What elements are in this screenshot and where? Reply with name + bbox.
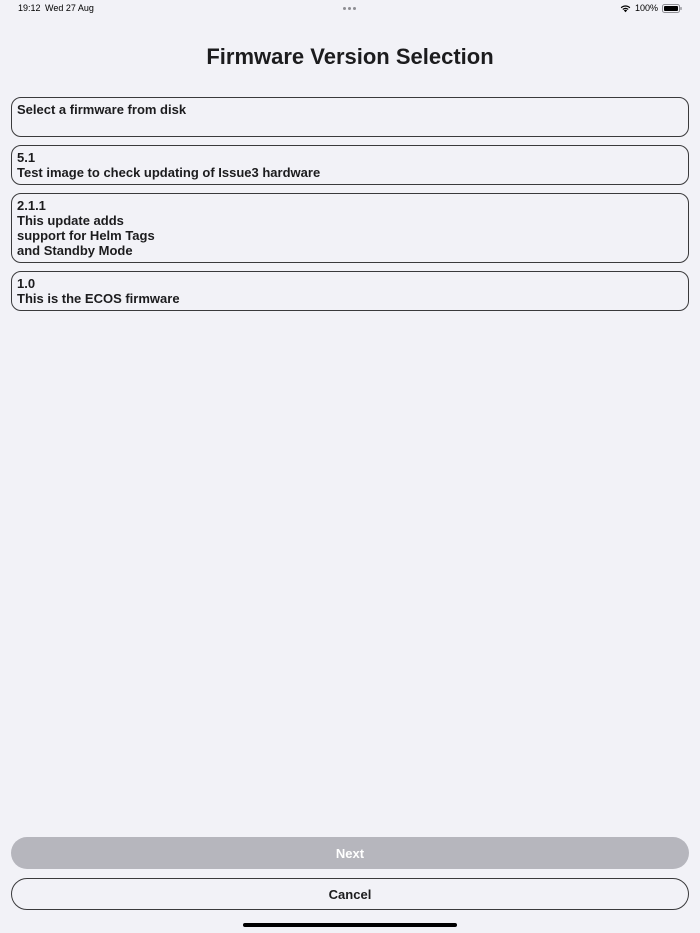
wifi-icon [620, 4, 631, 13]
option-version: 5.1 [17, 150, 36, 165]
option-description: Test image to check updating of Issue3 hardware [17, 165, 321, 180]
option-description: This update adds [17, 213, 124, 228]
option-description: This is the ECOS firmware [17, 291, 180, 306]
status-bar [0, 0, 700, 18]
firmware-option-from-disk[interactable] [11, 97, 689, 137]
status-date: Wed 27 Aug [45, 3, 94, 13]
status-time: 19:12 [18, 3, 41, 13]
multitasking-dots-icon[interactable] [343, 7, 356, 10]
page-title: Firmware Version Selection [206, 44, 494, 69]
home-indicator[interactable] [243, 923, 457, 927]
firmware-option-2-1-1[interactable] [11, 193, 689, 263]
option-version: 1.0 [17, 276, 36, 291]
option-description: and Standby Mode [17, 243, 133, 258]
battery-percent: 100% [634, 3, 658, 13]
option-version: 2.1.1 [17, 198, 46, 213]
firmware-option-list [11, 97, 689, 319]
cancel-button[interactable]: Cancel [11, 878, 689, 910]
battery-icon [662, 4, 682, 13]
firmware-option-5-1[interactable] [11, 145, 689, 185]
next-button[interactable]: Next [11, 837, 689, 869]
firmware-option-1-0[interactable] [11, 271, 689, 311]
option-label: Select a firmware from disk [17, 102, 187, 117]
option-description: support for Helm Tags [17, 228, 155, 243]
status-indicators [620, 3, 682, 13]
